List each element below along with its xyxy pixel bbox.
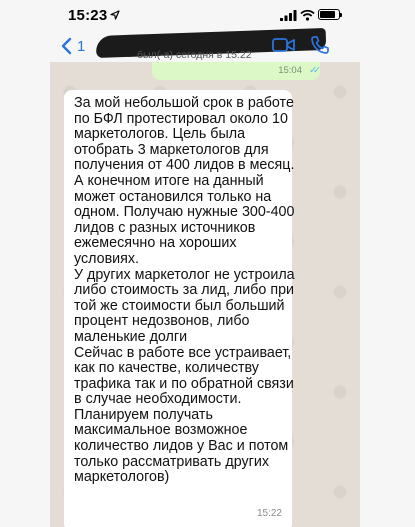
battery-icon: [318, 9, 340, 20]
status-time: 15:23: [68, 7, 108, 24]
message-text: За мой небольшой срок в работе по БФЛ протестировал около 10 маркетологов. Цель была отобрать 3 маркетологов для получения от 400 лидов в месяц. А конечном итоге на данный может остановился только на одном. Получаю нужные 300-400 лидов с разных источников ежемесячно на хороших условиях. У других маркетолог не устроила либо стоимость за лид, либо при той же стоимости был больший процент недозвонов, либо маленькие долги Сейчас в работе все устраивает, как по качестве, количеству трафика так и по обратной связи в случае необходимости. Планируем получать максимальное возможное количество лидов у Вас и потом только рассматривать других маркетологов): [74, 95, 295, 486]
back-unread-count[interactable]: 1: [77, 38, 86, 55]
incoming-message[interactable]: [64, 90, 295, 527]
chat-header: [0, 32, 415, 60]
outgoing-time: 15:04: [278, 65, 302, 76]
phone-icon[interactable]: [310, 35, 330, 55]
chat-area[interactable]: [50, 62, 360, 527]
contact-last-seen: был(-а) сегодня в 15:22: [137, 49, 252, 61]
read-ticks-icon: ✓✓: [309, 65, 317, 76]
signal-icon: [280, 10, 297, 21]
outgoing-message[interactable]: [152, 62, 320, 80]
wifi-icon: [300, 9, 315, 21]
location-arrow-icon: [110, 10, 120, 20]
video-camera-icon[interactable]: [272, 37, 296, 53]
status-bar: [0, 0, 415, 32]
incoming-time: 15:22: [256, 508, 282, 519]
chevron-left-icon[interactable]: [60, 37, 72, 55]
